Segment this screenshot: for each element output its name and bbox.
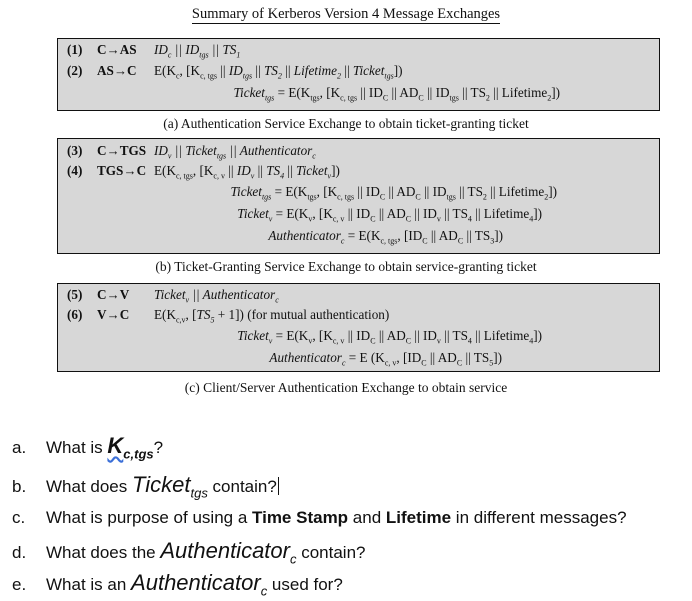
question-letter: b.	[12, 477, 27, 496]
text-cursor	[278, 477, 279, 495]
message-direction: TGS→C	[97, 163, 147, 178]
message-content: $ID_c$ || $ID_{tgs}$ || $TS_1$	[154, 42, 241, 60]
message-content: $E(K_c$, [$K_{c, tgs}$ || $ID_{tgs}$ || $TS_2$ || Lifetime$_2$ || Ticket$_{tgs}$])	[154, 63, 403, 81]
definition-line: Ticket$_{tgs}$ = $E(K_{tgs}$, [$K_{c, tgs}$ || $ID_C$ || $AD_C$ || $ID_{tgs}$ || $TS_2$ || Lifetime$_2$])	[230, 184, 557, 202]
term-authenticator-c: Authenticator$_c$	[160, 538, 297, 567]
term-authenticator-c: Authenticator$_c$	[131, 570, 268, 599]
message-number: (4)	[67, 163, 83, 178]
question-c: c. What is purpose of using a Time Stamp and Lifetime in different messages?	[12, 508, 627, 527]
message-content: $ID_v$ || Ticket$_{tgs}$ || Authenticator$_c$	[154, 143, 316, 161]
message-direction: C→TGS	[97, 143, 147, 158]
term-k-ctgs: $K_{c,tgs}$	[107, 433, 154, 462]
message-direction: C→AS	[97, 42, 137, 57]
question-letter: e.	[12, 575, 27, 594]
page-title: Summary of Kerberos Version 4 Message Exchanges	[191, 6, 501, 22]
caption-c: (c) Client/Server Authentication Exchange to obtain service	[184, 380, 508, 395]
message-number: (3)	[67, 143, 83, 158]
question-e: e. What is an Authenticator$_c$ used for?	[12, 570, 343, 599]
definition-line: Ticket$_v$ = $E(K_v$, [$K_{c, v}$ || $ID_C$ || $AD_C$ || $ID_v$ || $TS_4$ || Lifetime$_4$])	[237, 206, 542, 224]
message-content: $E(K_{c, tgs}$, [$K_{c, v}$ || $ID_v$ || $TS_4$ || Ticket$_v$])	[154, 163, 340, 181]
message-number: (2)	[67, 63, 83, 78]
message-number: (5)	[67, 287, 83, 302]
definition-line: Authenticator$_c$ = E ($K_{c, v}$, [$ID_C$ || $AD_C$ || $TS_5$])	[269, 350, 502, 368]
question-letter: d.	[12, 543, 27, 562]
message-content: Ticket$_v$ || Authenticator$_c$	[154, 287, 279, 305]
question-a: a. What is $K_{c,tgs}$?	[12, 433, 164, 462]
message-number: (6)	[67, 307, 83, 322]
question-d: d. What does the Authenticator$_c$ contain?	[12, 538, 366, 567]
definition-line: Authenticator$_c$ = $E(K_{c, tgs}$, [$ID_C$ || $AD_C$ || $TS_3$])	[268, 228, 503, 246]
question-letter: a.	[12, 438, 27, 457]
caption-b: (b) Ticket-Granting Service Exchange to obtain service-granting ticket	[155, 259, 537, 274]
question-letter: c.	[12, 508, 26, 527]
message-content: $E(K_{c,v}$, $[TS_5 + 1]$) (for mutual authentication)	[154, 307, 390, 325]
caption-a: (a) Authentication Service Exchange to obtain ticket-granting ticket	[163, 116, 529, 131]
definition-line: Ticket$_v$ = $E(K_v$, [$K_{c, v}$ || $ID_C$ || $AD_C$ || $ID_v$ || $TS_4$ || Lifetime$_4$])	[237, 328, 542, 346]
definition-line: Ticket$_{tgs}$ = $E(K_{tgs}$, [$K_{c, tgs}$ || $ID_C$ || $AD_C$ || $ID_{tgs}$ || $TS_2$ || Lifetime$_2$])	[233, 85, 560, 103]
message-direction: AS→C	[97, 63, 137, 78]
question-b: b. What does Ticket$_{tgs}$ contain?	[12, 472, 277, 501]
message-number: (1)	[67, 42, 83, 57]
message-direction: V→C	[97, 307, 130, 322]
message-direction: C→V	[97, 287, 130, 302]
term-ticket-tgs: Ticket$_{tgs}$	[132, 472, 208, 501]
